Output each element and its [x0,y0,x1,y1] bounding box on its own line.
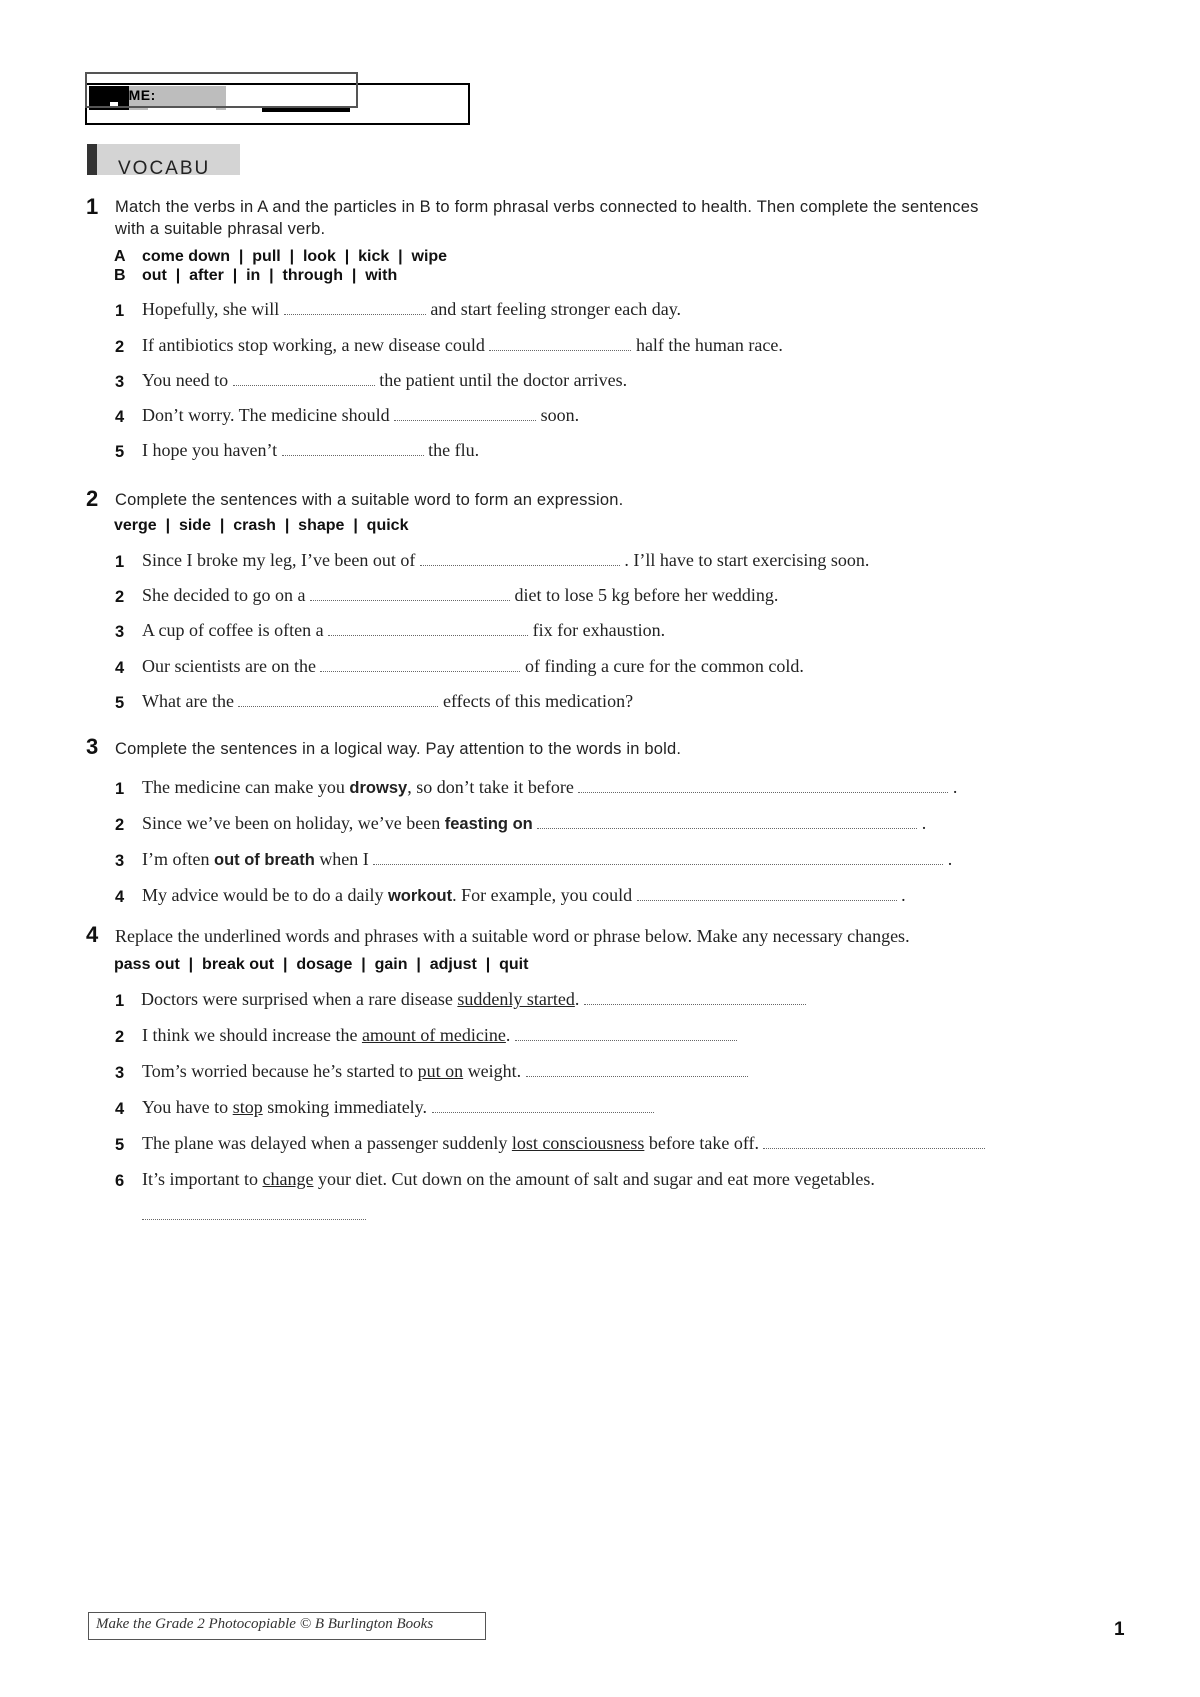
options-label-b: B [114,267,126,284]
item-number: 3 [115,852,125,870]
item-sentence: I hope you haven’t the flu. [142,440,480,460]
item-sentence: Our scientists are on the of finding a cure for the common cold. [142,656,804,676]
item-number: 5 [115,1136,125,1154]
item-sentence: If antibiotics stop working, a new disease could half the human race. [142,335,783,355]
options-label-a: A [114,248,126,265]
item-sentence: A cup of coffee is often a fix for exhaustion. [142,620,666,640]
section-title: VOCABU [118,158,211,175]
item-number: 5 [115,443,125,461]
answer-blank[interactable] [489,336,631,351]
item-number: 6 [115,1172,125,1190]
header-glyph-fragment [110,102,118,106]
item-sentence: Since I broke my leg, I’ve been out of . I’ll have to start exercising soon. [142,550,870,570]
answer-blank[interactable] [394,406,536,421]
exercise-instruction: Complete the sentences in a logical way. Pay attention to the words in bold. [115,740,682,758]
item-sentence: Since we’ve been on holiday, we’ve been feasting on . [142,813,927,833]
item-number: 1 [115,780,125,798]
item-sentence: You have to stop smoking immediately. [142,1097,654,1118]
answer-blank[interactable] [142,1205,366,1220]
item-number: 2 [115,588,125,606]
section-marker [87,144,97,175]
header-glyph-fragment [262,108,350,112]
item-sentence: The plane was delayed when a passenger suddenly lost consciousness before take off. [142,1133,985,1154]
item-sentence: It’s important to change your diet. Cut down on the amount of salt and sugar and eat more vegetables. [142,1169,875,1189]
item-number: 2 [115,338,125,356]
answer-blank[interactable] [637,886,897,901]
item-number: 1 [115,302,125,320]
exercise-instruction: Replace the underlined words and phrases with a suitable word or phrase below. Make any necessary changes. [115,926,910,946]
answer-blank[interactable] [763,1134,985,1149]
answer-blank[interactable] [282,441,424,456]
options-list-b: out | after | in | through | with [142,267,398,284]
answer-blank[interactable] [432,1098,654,1113]
exercise-number: 1 [86,194,99,219]
answer-blank[interactable] [515,1026,737,1041]
item-sentence: What are the effects of this medication? [142,691,634,711]
item-sentence: I think we should increase the amount of medicine. [142,1025,737,1046]
answer-blank[interactable] [238,692,438,707]
header-glyph-fragment [148,108,216,111]
item-sentence: Don’t worry. The medicine should soon. [142,405,580,425]
item-sentence: Doctors were surprised when a rare disease suddenly started. [141,989,806,1010]
exercise-number: 3 [86,734,99,759]
item-number: 3 [115,373,125,391]
options-list: pass out | break out | dosage | gain | adjust | quit [114,956,529,973]
item-number: 5 [115,694,125,712]
exercise-instruction: with a suitable phrasal verb. [115,220,326,238]
item-number: 4 [115,1100,125,1118]
answer-blank[interactable] [328,621,528,636]
answer-blank[interactable] [578,778,948,793]
options-list-a: come down | pull | look | kick | wipe [142,248,448,265]
answer-blank[interactable] [537,814,917,829]
item-number: 4 [115,408,125,426]
answer-blank[interactable] [233,371,375,386]
item-number: 1 [115,553,125,571]
item-number: 1 [115,992,125,1010]
item-number: 3 [115,1064,125,1082]
item-sentence: My advice would be to do a daily workout. For example, you could . [142,885,906,905]
answer-blank[interactable] [310,586,510,601]
item-number: 4 [115,659,125,677]
answer-blank[interactable] [320,657,520,672]
answer-blank[interactable] [420,551,620,566]
answer-blank[interactable] [373,850,943,865]
page-number: 1 [1114,1619,1125,1640]
footer-credit: Make the Grade 2 Photocopiable © B Burlington Books [96,1616,434,1632]
answer-blank[interactable] [584,990,806,1005]
answer-blank[interactable] [526,1062,748,1077]
exercise-number: 4 [86,922,99,947]
exercise-instruction: Match the verbs in A and the particles in B to form phrasal verbs connected to health. Then complete the sentences [115,198,979,216]
item-number: 2 [115,816,125,834]
item-sentence: She decided to go on a diet to lose 5 kg before her wedding. [142,585,779,605]
exercise-instruction: Complete the sentences with a suitable word to form an expression. [115,491,624,509]
item-number: 4 [115,888,125,906]
item-sentence: The medicine can make you drowsy, so don’t take it before . [142,777,958,797]
item-number: 3 [115,623,125,641]
item-sentence: I’m often out of breath when I . [142,849,953,869]
item-sentence: You need to the patient until the doctor arrives. [142,370,628,390]
item-number: 2 [115,1028,125,1046]
name-label: AME: [118,87,156,103]
item-sentence: Tom’s worried because he’s started to put on weight. [142,1061,748,1082]
options-list: verge | side | crash | shape | quick [114,517,409,534]
answer-blank[interactable] [284,300,426,315]
item-sentence: Hopefully, she will and start feeling stronger each day. [142,299,682,319]
exercise-number: 2 [86,486,99,511]
